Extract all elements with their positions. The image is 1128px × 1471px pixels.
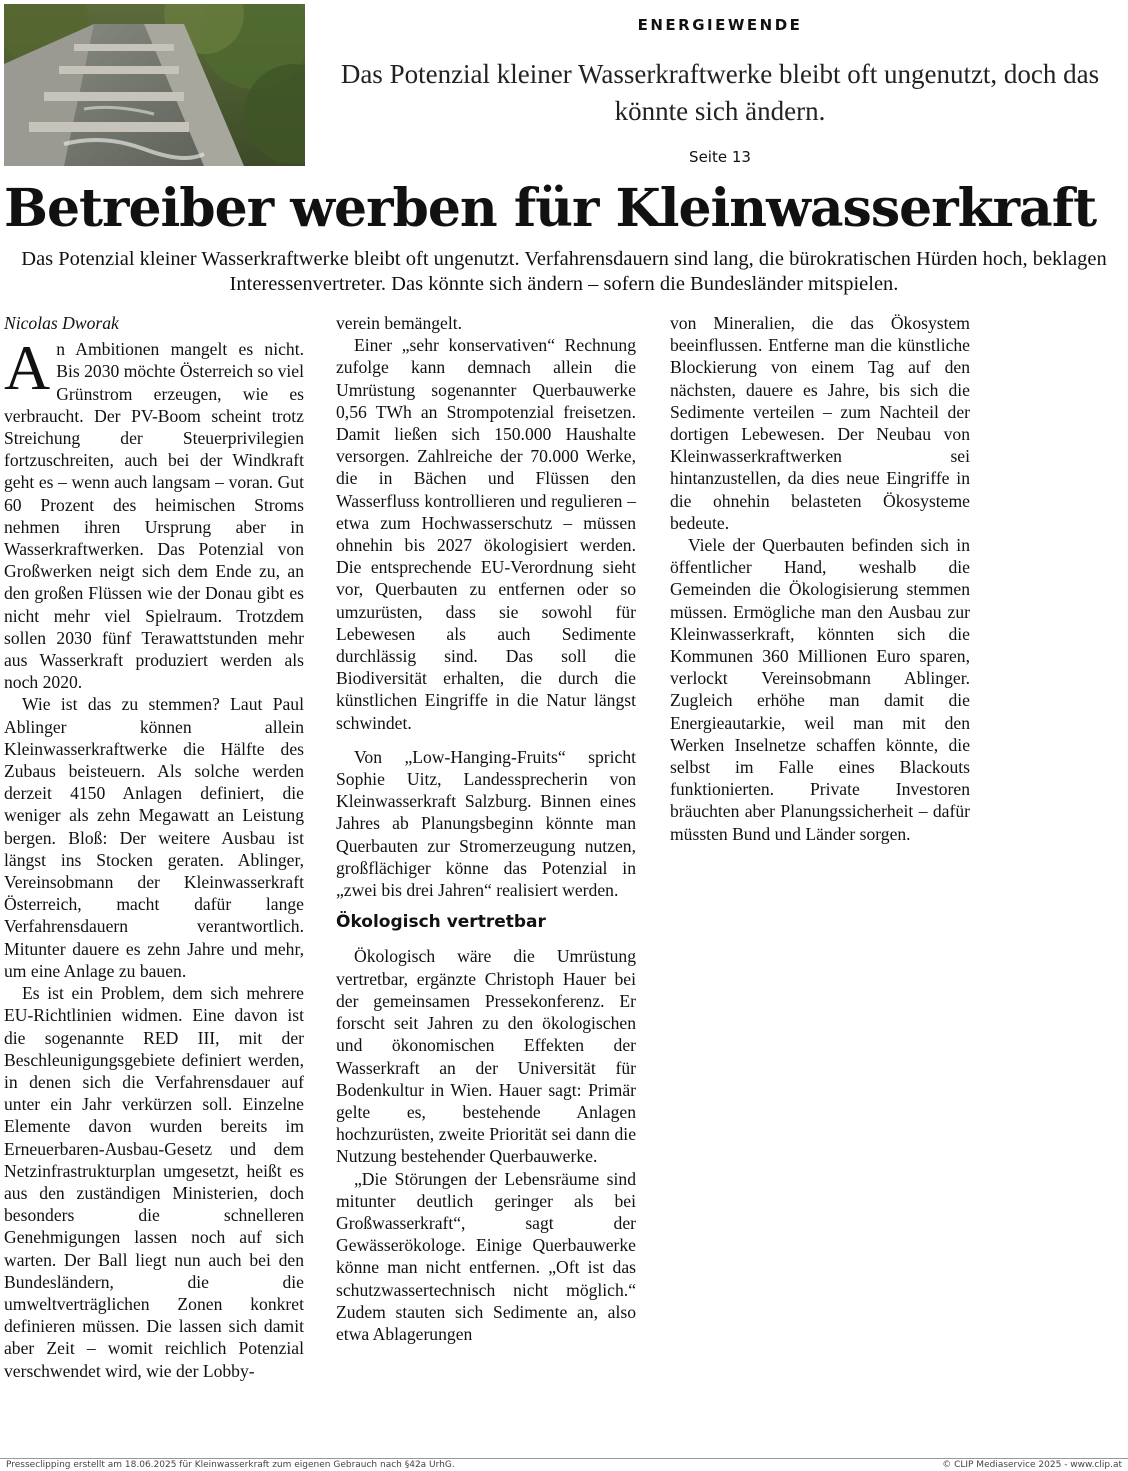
- paragraph-6: Von „Low-Hanging-Fruits“ spricht Sophie Uitz, Landessprecherin von Kleinwasserkraft Salzburg. Binnen eines Jahres ab Planungsbeginn könnte man Querbauten zur Stromerzeugung nutzen, großflächiger könne das Potenzial in „zwei bis drei Jahren“ realisiert werden.: [336, 746, 636, 901]
- paragraph-4: verein bemängelt.: [336, 313, 463, 333]
- paragraph-1-text: n Ambitionen mangelt es nicht. Bis 2030 möchte Österreich so viel Grünstrom erzeugen, wie es verbraucht. Der PV-Boom scheint trotz Streichung der Steuerprivilegien fortzuschreiten, auch bei der Windkraft geht es – wenn auch langsam – voran. Gut 60 Prozent des heimischen Stroms nehmen ihren Ursprung aber in Wasserkraftwerken. Das Potenzial von Großwerken neigt sich dem Ende zu, an den großen Flüssen wie der Donau gibt es nicht mehr viel Spielraum. Trotzdem sollen 2030 fünf Terawattstunden mehr aus Wasserkraft produziert werden als noch 2020.: [4, 339, 304, 693]
- column-1: [4, 312, 304, 1382]
- paragraph-10: Viele der Querbauten befinden sich in öffentlicher Hand, weshalb die Gemeinden die Ökologisierung stemmen müssen. Ermögliche man den Ausbau zur Kleinwasserkraft, könnten sich die Kommunen 360 Millionen Euro sparen, verlockt Vereinsobmann Ablinger. Zugleich erhöhe man damit die Energieautarkie, weil man mit den Werken Inselnetze schaffen könnte, die selbst im Falle eines Blackouts funktionierten. Private Investoren bräuchten aber Planungssicherheit – dafür müssten Bund und Länder sorgen.: [670, 535, 970, 844]
- footer-left-text: Presseclipping erstellt am 18.06.2025 für Kleinwasserkraft zum eigenen Gebrauch nach §42a UrhG.: [6, 1460, 455, 1470]
- headline: Betreiber werben für Kleinwasserkraft: [4, 178, 1097, 239]
- page-reference: Seite 13: [689, 148, 751, 166]
- article-photo-weir: [4, 4, 305, 166]
- paragraph-7: Ökologisch wäre die Umrüstung vertretbar, ergänzte Christoph Hauer bei der gemeinsamen Pressekonferenz. Er forscht seit Jahren zu den ökologischen und ökonomischen Effekten der Wasserkraft an der Universität für Bodenkultur in Wien. Hauer sagt: Primär gelte es, bestehende Anlagen hochzurüsten, zweite Priorität sei dann die Nutzung bestehender Querbauwerke.: [336, 946, 636, 1167]
- author-byline: Nicolas Dworak: [4, 313, 119, 333]
- section-kicker: ENERGIEWENDE: [637, 16, 803, 34]
- footer-copyright: © CLIP Mediaservice 2025 - www.clip.at: [942, 1460, 1122, 1470]
- lead-paragraph: Das Potenzial kleiner Wasserkraftwerke bleibt oft ungenutzt. Verfahrensdauern sind lang, die bürokratischen Hürden hoch, beklagen Interessenvertreter. Das könnte sich ändern – sofern die Bundesländer mitspielen.: [21, 248, 1107, 295]
- paragraph-2: Wie ist das zu stemmen? Laut Paul Ablinger können allein Kleinwasserkraftwerke die Hälfte des Zubaus beisteuern. Als solche werden derzeit 4150 Anlagen definiert, die weniger als zehn Megawatt an Leistung bergen. Bloß: Der weitere Ausbau ist längst ins Stocken geraten. Ablinger, Vereinsobmann der Kleinwasserkraft Österreich, macht dafür lange Verfahrensdauern verantwortlich. Mitunter dauere es zehn Jahre und mehr, um eine Anlage zu bauen.: [4, 694, 304, 981]
- teaser-text: Das Potenzial kleiner Wasserkraftwerke bleibt oft ungenutzt, doch das könnte sich ändern.: [340, 59, 1100, 126]
- paragraph-3: Es ist ein Problem, dem sich mehrere EU-Richtlinien widmen. Eine davon ist die sogenannte RED III, mit der Beschleunigungsgebiete definiert werden, in denen sich die Verfahrensdauer auf unter ein Jahr verkürzen soll. Einzelne Elemente davon wurden bereits im Erneuerbaren-Ausbau-Gesetz und dem Netzinfrastrukturplan umgesetzt, heißt es aus den zuständigen Ministerien, doch besonders die schnelleren Genehmigungen lassen noch auf sich warten. Der Ball liegt nun auch bei den Bundesländern, die die umweltverträglichen Zonen konkret definieren müssen. Die lassen sich damit aber Zeit – womit reichlich Potenzial verschwendet wird, wie der Lobby-: [4, 983, 304, 1381]
- paragraph-8: „Die Störungen der Lebensräume sind mitunter deutlich geringer als bei Großwasserkraft“, sagt der Gewässerökologe. Einige Querbauwerke könne man nicht entfernen. „Oft ist das schutzwassertechnisch nicht möglich.“ Zudem stauten sich Sedimente an, also etwa Ablagerungen: [336, 1168, 636, 1344]
- paragraph-1: [4, 332, 304, 693]
- column-2: [336, 312, 636, 1345]
- column-3: [670, 312, 970, 845]
- fish-ladder-image: [4, 4, 305, 166]
- paragraph-5: Einer „sehr konservativen“ Rechnung zufolge kann demnach allein die Umrüstung sogenannter Querbauwerke 0,56 TWh an Strompotenzial freisetzen. Damit ließen sich 150.000 Haushalte versorgen. Zahlreiche der 70.000 Werke, die in Bächen und Flüssen den Wasserfluss kontrollieren und regulieren – etwa zum Hochwasserschutz – müssen ohnehin bis 2027 ökologisiert werden. Die entsprechende EU-Verordnung sieht vor, Querbauten zu entfernen oder so umzurüsten, dass sie sowohl für Lebewesen als auch Sedimente durchlässig sind. Das soll die Biodiversität erhalten, die durch die künstlichen Eingriffe in die Natur längst schwindet.: [336, 335, 636, 733]
- drop-cap: A: [4, 332, 51, 404]
- subheading: Ökologisch vertretbar: [336, 912, 546, 933]
- clipping-footer: [0, 1458, 1128, 1471]
- paragraph-9: von Mineralien, die das Ökosystem beeinflussen. Entferne man die künstliche Blockierung von einem Tag auf den nächsten, dauere es Jahre, bis sich die Sedimente verteilen – zum Nachteil der dortigen Lebewesen. Der Neubau von Kleinwasserkraftwerken sei hintanzustellen, da dies neue Eingriffe in die ohnehin belasteten Ökosysteme bedeute.: [670, 313, 970, 533]
